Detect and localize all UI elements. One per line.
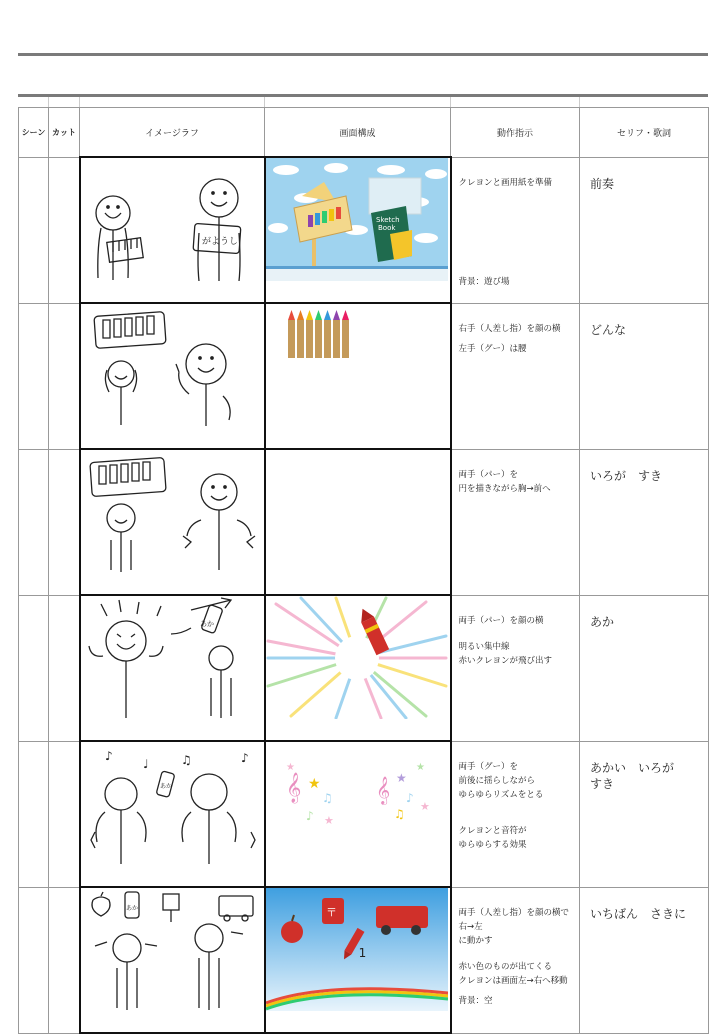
sketch-book-cover-line1: Sketch: [375, 216, 400, 224]
rough-sketch-frame: [80, 449, 265, 595]
svg-text:★: ★: [285, 762, 295, 773]
svg-text:♫: ♫: [321, 791, 333, 805]
empty-composition: [266, 450, 448, 573]
storyboard-table: [18, 107, 709, 1034]
lyric-text: いちばん さきに: [590, 906, 687, 921]
lyric-text: あかい いろが: [590, 760, 675, 775]
notes-composition-image: [266, 742, 448, 865]
lyric-cell: [580, 303, 709, 449]
lyric-text: すき: [590, 776, 615, 791]
svg-text:♫: ♫: [393, 807, 405, 821]
composition-frame: [265, 157, 451, 303]
header-image-rough: イメージラフ: [80, 108, 265, 158]
svg-text:♪: ♪: [405, 791, 414, 805]
page-number: 1: [358, 946, 367, 960]
action-line: 前後に揺らしながら: [458, 775, 536, 786]
composition-frame: [265, 887, 451, 1033]
playground-composition-image: [266, 158, 448, 281]
rough-sketch-frame: [80, 157, 265, 303]
svg-text:𝄞: 𝄞: [375, 776, 390, 804]
header-row: [19, 108, 709, 158]
scene-cell: [19, 595, 49, 741]
lyric-text: 前奏: [590, 176, 615, 191]
scene-cell: [19, 741, 49, 887]
action-line: 明るい集中線: [458, 641, 510, 652]
crayons-composition-image: [266, 304, 448, 427]
rough-sketch-image: [81, 742, 262, 865]
cut-cell: [49, 157, 80, 303]
action-line: 両手（パー）を: [458, 469, 519, 480]
header-composition: 画面構成: [265, 108, 451, 158]
lyric-cell: [580, 157, 709, 303]
svg-text:♫: ♫: [180, 753, 192, 767]
composition-frame: [265, 449, 451, 595]
svg-text:♩: ♩: [142, 757, 149, 771]
table-row: [19, 157, 709, 303]
header-lyrics: セリフ・歌詞: [580, 108, 709, 158]
action-line: 右→左: [458, 921, 483, 932]
action-line: ゆらゆらリズムをとる: [458, 789, 544, 800]
header-cut: カット: [49, 108, 80, 158]
header-scene: シーン: [19, 108, 49, 158]
svg-text:♪: ♪: [240, 751, 249, 765]
lyric-text: あか: [590, 614, 615, 629]
crayon-label: あか: [159, 783, 172, 790]
action-line: クレヨンは画面左→右へ移動: [458, 975, 568, 986]
scene-cell: [19, 303, 49, 449]
action-line: 赤いクレヨンが飛び出す: [458, 655, 553, 666]
action-line: 左手（グー）は腰: [458, 343, 527, 354]
rough-sketch-image: [81, 450, 262, 573]
action-line: に動かす: [458, 935, 493, 946]
action-line: 両手（パー）を顔の横: [458, 615, 544, 626]
svg-text:★: ★: [395, 771, 407, 785]
rough-sketch-image: [81, 158, 262, 281]
composition-frame: [265, 303, 451, 449]
background-note: 背景：遊び場: [458, 276, 510, 287]
svg-text:★: ★: [307, 776, 321, 792]
background-note: 背景：空: [458, 995, 493, 1006]
rough-sketch-frame: [80, 595, 265, 741]
composition-frame: [265, 595, 451, 741]
action-cell: [451, 595, 580, 741]
action-line: 右手（人差し指）を顔の横: [458, 323, 561, 334]
cut-cell: [49, 303, 80, 449]
cut-cell: [49, 887, 80, 1033]
lyric-cell: [580, 449, 709, 595]
lyric-cell: [580, 595, 709, 741]
lyric-cell: [580, 887, 709, 1033]
table-row: [19, 303, 709, 449]
table-row: [19, 595, 709, 741]
svg-text:★: ★: [419, 800, 430, 813]
action-line: ゆらゆらする効果: [458, 839, 527, 850]
action-cell: [451, 887, 580, 1033]
action-line: クレヨンと画用紙を準備: [458, 177, 553, 188]
table-row: [19, 449, 709, 595]
svg-text:〒: 〒: [325, 906, 337, 919]
lyric-text: いろが すき: [590, 468, 663, 483]
crayon-label: あか: [125, 905, 138, 912]
scene-cell: [19, 449, 49, 595]
action-line: 両手（グー）を: [458, 761, 519, 772]
sketch-book-cover-line2: Book: [377, 224, 395, 232]
cut-cell: [49, 449, 80, 595]
action-line: 円を描きながら胸→前へ: [458, 483, 551, 494]
lyric-text: どんな: [590, 322, 627, 337]
action-line: 赤い色のものが出てくる: [458, 961, 553, 972]
table-row: [19, 741, 709, 887]
header-action: 動作指示: [451, 108, 580, 158]
rough-sketch-frame: [80, 741, 265, 887]
rough-sketch-image: [81, 596, 262, 719]
svg-text:𝄞: 𝄞: [285, 773, 301, 803]
rough-sketch-frame: [80, 887, 265, 1033]
svg-text:★: ★: [323, 814, 334, 827]
action-cell: [451, 741, 580, 887]
lyric-cell: [580, 741, 709, 887]
svg-text:♪: ♪: [104, 749, 113, 763]
rough-sketch-frame: [80, 303, 265, 449]
svg-text:♪: ♪: [305, 809, 314, 823]
rough-sketch-image: [81, 304, 262, 427]
crayon-label: あか: [199, 620, 214, 628]
cut-cell: [49, 741, 80, 887]
action-cell: [451, 449, 580, 595]
svg-text:★: ★: [415, 762, 425, 773]
composition-frame: [265, 741, 451, 887]
scene-cell: [19, 157, 49, 303]
action-line: クレヨンと音符が: [458, 825, 527, 836]
cut-cell: [49, 595, 80, 741]
action-line: 両手（人差し指）を顔の横で: [458, 907, 570, 918]
scene-cell: [19, 887, 49, 1033]
header-rule-top: [18, 53, 708, 56]
action-cell: [451, 303, 580, 449]
burst-composition-image: [266, 596, 448, 719]
sketch-book-label: がようし: [201, 237, 238, 247]
action-cell: [451, 157, 580, 303]
table-row: [19, 887, 709, 1033]
